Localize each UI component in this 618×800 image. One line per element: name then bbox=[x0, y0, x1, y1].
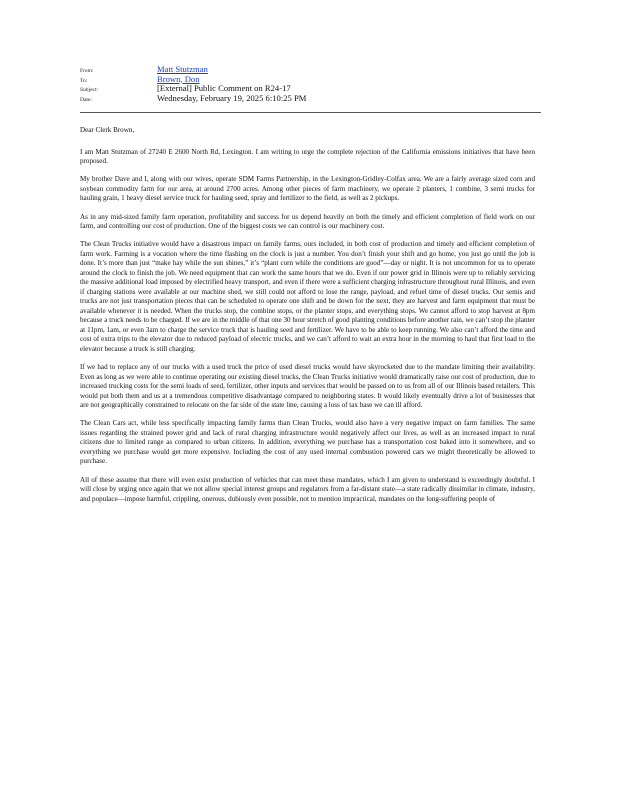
date-value: Wednesday, February 19, 2025 6:10:25 PM bbox=[157, 92, 307, 103]
date-label: Date: bbox=[80, 96, 92, 103]
from-label: From: bbox=[80, 68, 94, 74]
paragraph-clean-trucks: The Clean Trucks initiative would have a disastrous impact on family farms, ours included, in both cost of production and timely and efficient completion of farm work. Farming is a vocation where the time flashing on the clock is just a number. You don’t finish your shift and go home, you just go until the job is done. It’s more than just “make hay while the sun shines,” it’s “plant corn while the conditions are good”—day or night. It is not uncommon for us to operate around the clock to finish the job. We need equipment that can work the same hours that we do. Even if our power grid in Illinois were up to reliably servicing the massive additional load imposed by electrified heavy transport, and even if there were a sufficient charging infrastructure throughout rural Illinois, and even if charging stations were available at our machine shed, we still could not afford to lose the range, payload, and refuel time of diesel trucks. Our semis and trucks are not just transportation pieces that can be scheduled to operate one shift and be down for the next, they are harvest and farm equipment that must be available whenever it is needed. When the trucks stop, the combine stops, or the planter stops, and everything stops. We cannot afford to stop harvest at 8pm because a truck needs to be charged. If we are in the middle of that one 30 hour stretch of good planting conditions before another rain, we can’t stop the planter at 11pm, 1am, or even 3am to charge the service truck that is hauling seed and fertilizer. We have to be able to keep running. We also can’t afford the time and cost of extra trips to the elevator due to reduced payload of electric trucks, and we can’t afford to wait an extra hour in the morning to haul that first load to the elevator because a truck is still charging. bbox=[80, 240, 535, 353]
subject-label: Subject: bbox=[80, 87, 99, 93]
subject-row bbox=[80, 83, 540, 93]
paragraph-closing: All of these assume that there will even exist production of vehicles that can meet these mandates, which I am given to understand is exceedingly doubtful. I will close by urging once again that we not allow special interest groups and regulators from a far-distant state—a state radically dissimilar in climate, industry, and populace—impose harmful, crippling, onerous, dubiously even possible, not to mention impractical, mandates on the long-suffering people of bbox=[80, 475, 535, 503]
to-label: To: bbox=[80, 77, 88, 84]
paragraph-used-trucks: If we had to replace any of our trucks with a used truck the price of used diesel trucks would have skyrocketed due to the mandate limiting their availability. Even as long as we were able to continue operating our existing diesel trucks, the Clean Trucks initiative would dramatically raise our cost of production, due to increased trucking costs for the semi loads of seed, fertilizer, other inputs and services that would be passed on to us from all of our Illinois based retailers. This would put both them and us at a tremendous competitive disadvantage compared to neighboring states. It would likely eventually drive a lot of businesses that are not geographically constrained to relocate on the far side of the state line, causing a loss of tax base we can ill afford. bbox=[80, 363, 535, 410]
paragraph-intro: I am Matt Stutzman of 27240 E 2600 North Rd, Lexington. I am writing to urge the complete rejection of the California emissions initiatives that have been proposed. bbox=[80, 147, 535, 165]
salutation: Dear Clerk Brown, bbox=[80, 126, 135, 134]
email-header bbox=[80, 64, 540, 102]
header-divider bbox=[80, 112, 541, 113]
from-row bbox=[80, 64, 540, 74]
letter-body bbox=[80, 126, 535, 513]
date-row bbox=[80, 93, 540, 103]
to-row bbox=[80, 74, 540, 84]
subject-value: [External] Public Comment on R24-17 bbox=[157, 83, 291, 93]
from-link[interactable]: Matt Stutzman bbox=[157, 64, 208, 74]
paragraph-clean-cars: The Clean Cars act, while less specifically impacting family farms than Clean Trucks, would also have a very negative impact on farm families. The same issues regarding the strained power grid and lack of rural charging infrastructure would negatively affect our lives, as well as an increased impact to rural citizens due to limited range as compared to urban citizens. In addition, everything we purchase has a transportation cost baked into it somewhere, and so everything we purchase would get more expensive. Including the cost of any used internal combustion powered cars we might theoretically be allowed to purchase. bbox=[80, 419, 535, 466]
paragraph-costs: As in any mid-sized family farm operation, profitability and success for us depend heavily on both the timely and efficient completion of field work on our farm, and controlling our cost of production. One of the biggest costs we can control is our machinery cost. bbox=[80, 212, 535, 231]
paragraph-farm-description: My brother Dave and I, along with our wives, operate SDM Farms Partnership, in the Lexington-Gridley-Colfax area. We are a fairly average sized corn and soybean commodity farm for our area, at around 2700 acres. Among other pieces of farm machinery, we operate 2 planters, 1 combine, 3 semi trucks for hauling grain, 1 heavy diesel service truck for hauling seed, spray and fertilizer to the field, as well as 2 pickups. bbox=[80, 175, 535, 203]
to-link[interactable]: Brown, Don bbox=[157, 73, 200, 84]
